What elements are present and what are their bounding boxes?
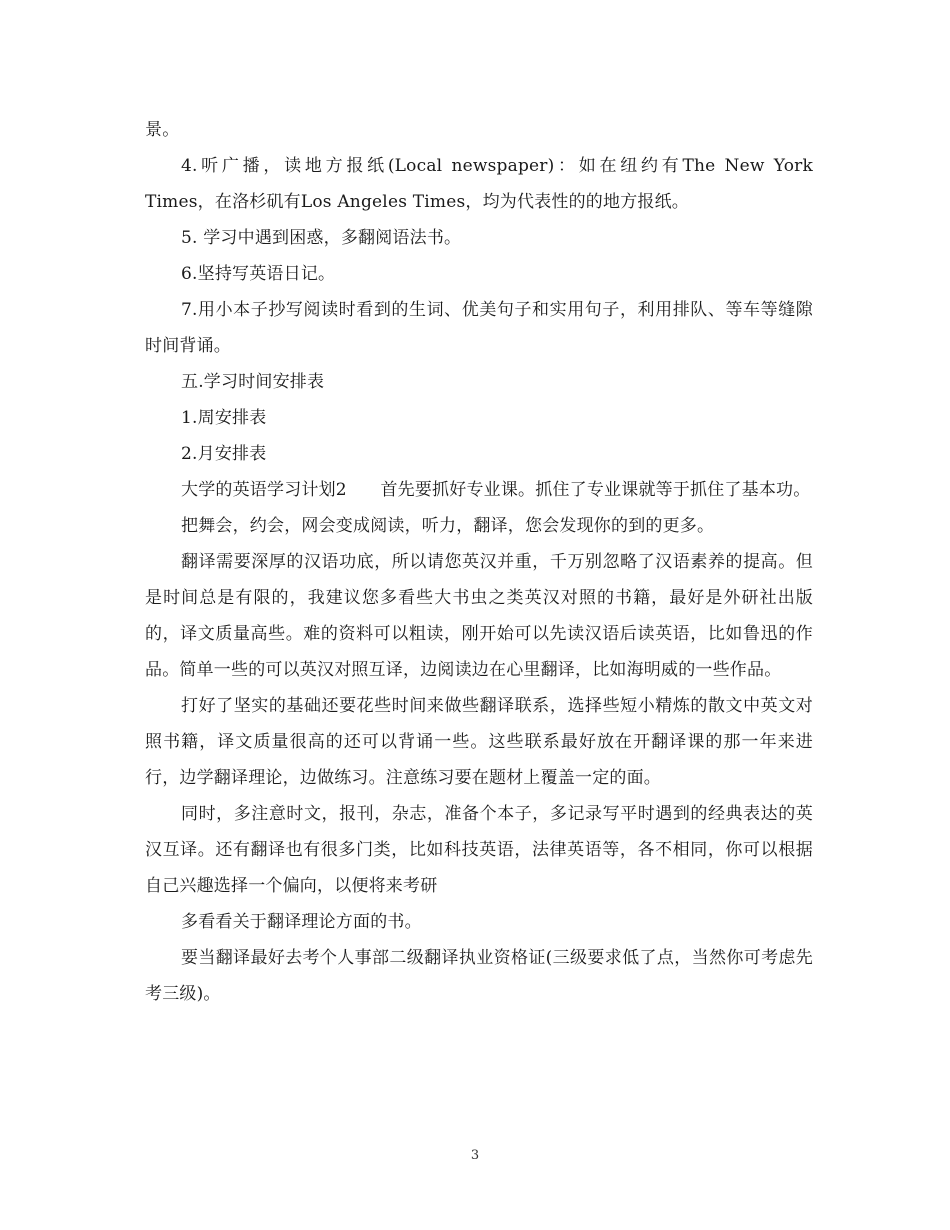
paragraph-12: 打好了坚实的基础还要花些时间来做些翻译联系，选择些短小精炼的散文中英文对照书籍，译文质量很高的还可以背诵一些。这些联系最好放在开翻译课的那一年来进行，边学翻译理论，边做练习。注意练习要在题材上覆盖一定的面。	[145, 696, 813, 788]
paragraph-2: 4.听广播，读地方报纸(Local newspaper)：如在纽约有The New York Times，在洛杉矶有Los Angeles Times，均为代表性的的地方报纸。	[145, 156, 813, 212]
paragraph-15: 要当翻译最好去考个人事部二级翻译执业资格证(三级要求低了点，当然你可考虑先考三级)。	[145, 948, 813, 1004]
paragraph-7: 1.周安排表	[181, 408, 267, 428]
paragraph-9: 大学的英语学习计划2 首先要抓好专业课。抓住了专业课就等于抓住了基本功。	[181, 480, 811, 500]
paragraph-10: 把舞会，约会，网会变成阅读，听力，翻译，您会发现你的到的更多。	[181, 516, 715, 536]
paragraph-14: 多看看关于翻译理论方面的书。	[181, 912, 422, 932]
paragraph-4: 6.坚持写英语日记。	[181, 264, 336, 284]
paragraph-3: 5. 学习中遇到困惑，多翻阅语法书。	[181, 228, 462, 248]
page-number: 3	[470, 1148, 480, 1163]
paragraph-11: 翻译需要深厚的汉语功底，所以请您英汉并重，千万别忽略了汉语素养的提高。但是时间总是有限的，我建议您多看些大书虫之类英汉对照的书籍，最好是外研社出版的，译文质量高些。难的资料可以粗读，刚开始可以先读汉语后读英语，比如鲁迅的作品。简单一些的可以英汉对照互译，边阅读边在心里翻译，比如海明威的一些作品。	[145, 552, 813, 680]
paragraph-13: 同时，多注意时文，报刊，杂志，准备个本子，多记录写平时遇到的经典表达的英汉互译。还有翻译也有很多门类，比如科技英语，法律英语等，各不相同，你可以根据自己兴趣选择一个偏向，以便将来考研	[145, 804, 813, 896]
paragraph-8: 2.月安排表	[181, 444, 267, 464]
section-heading: 五.学习时间安排表	[181, 372, 325, 392]
paragraph-5: 7.用小本子抄写阅读时看到的生词、优美句子和实用句子，利用排队、等车等缝隙时间背诵。	[145, 300, 813, 356]
document-body	[145, 112, 813, 1012]
paragraph-1: 景。	[145, 120, 180, 140]
